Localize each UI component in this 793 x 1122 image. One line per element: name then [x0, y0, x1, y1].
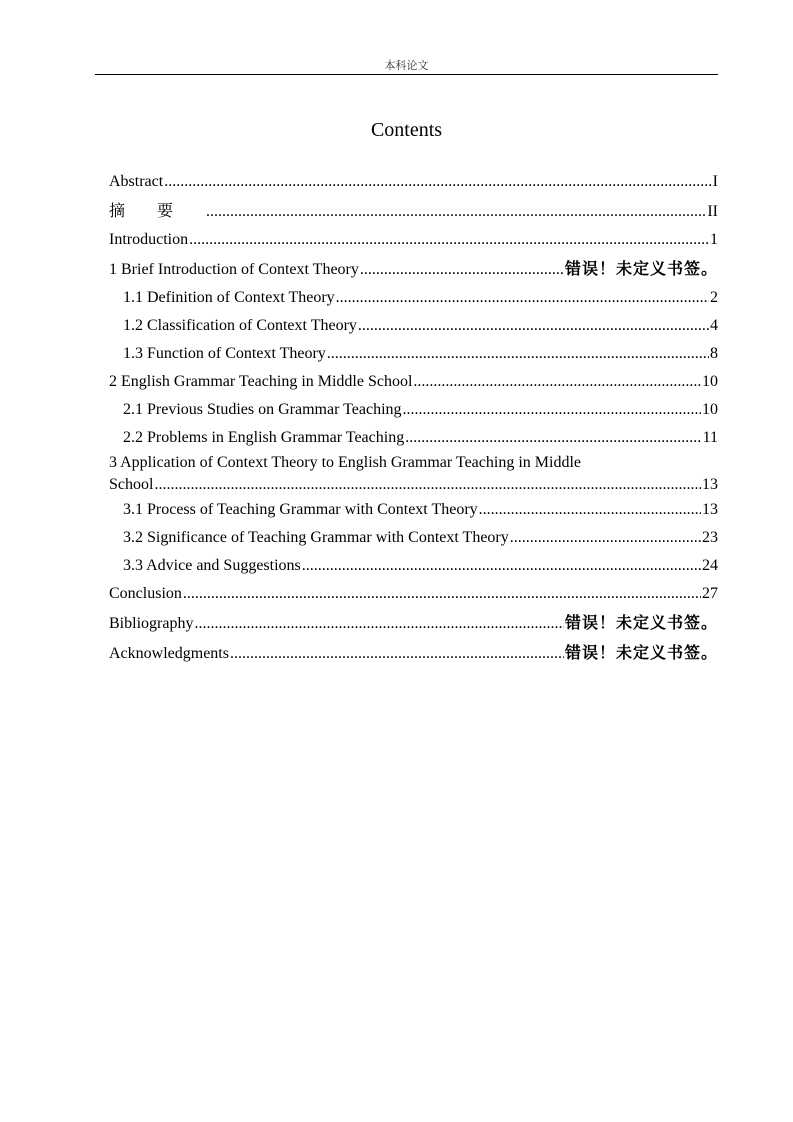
toc-page-number: 10: [702, 373, 718, 390]
toc-leader-dots: [360, 255, 564, 285]
table-of-contents: [109, 168, 718, 668]
toc-leader-dots: [510, 524, 701, 552]
toc-label: 1.1 Definition of Context Theory: [123, 289, 335, 306]
toc-page-number: I: [712, 173, 718, 190]
toc-label: 2 English Grammar Teaching in Middle School: [109, 373, 413, 390]
toc-label: Abstract: [109, 173, 164, 190]
toc-entry-conclusion[interactable]: [109, 580, 718, 608]
toc-leader-dots: [413, 368, 701, 396]
toc-entry-chapter-2[interactable]: [109, 368, 718, 396]
toc-page-error: 错误！未定义书签。: [564, 643, 718, 662]
page-title: Contents: [370, 119, 443, 141]
toc-leader-dots: [183, 580, 701, 608]
toc-entry-introduction[interactable]: [109, 226, 718, 254]
header-text: 本科论文: [384, 59, 429, 72]
toc-label-line-1: 3 Application of Context Theory to English Grammar Teaching in Middle: [109, 454, 581, 471]
toc-label: 2.1 Previous Studies on Grammar Teaching: [123, 401, 402, 418]
toc-label: 1 Brief Introduction of Context Theory: [109, 261, 359, 278]
toc-label: 3.3 Advice and Suggestions: [123, 557, 301, 574]
toc-page-number: 23: [702, 529, 718, 546]
toc-page-error: 错误！未定义书签。: [564, 613, 718, 632]
toc-label: Acknowledgments: [109, 645, 229, 662]
toc-page-number: 11: [702, 429, 718, 446]
toc-entry-section-3-3[interactable]: [109, 552, 718, 580]
toc-leader-dots: [230, 639, 564, 669]
toc-entry-section-1-1[interactable]: [109, 284, 718, 312]
toc-label: 3.2 Significance of Teaching Grammar with Context Theory: [123, 529, 509, 546]
toc-entry-chapter-3-line-2: [109, 474, 718, 496]
toc-page-number: 24: [702, 557, 718, 574]
toc-entry-acknowledgments[interactable]: [109, 638, 718, 668]
toc-page-number: II: [707, 203, 718, 220]
toc-entry-section-2-1[interactable]: [109, 396, 718, 424]
toc-leader-dots: [189, 226, 709, 254]
toc-label: Introduction: [109, 231, 189, 248]
toc-entry-abstract[interactable]: [109, 168, 718, 196]
toc-entry-chinese-abstract[interactable]: [109, 196, 718, 226]
toc-page-number: 10: [702, 401, 718, 418]
toc-label: School: [109, 476, 154, 493]
toc-page-number: 8: [710, 345, 718, 362]
toc-leader-dots: [336, 284, 709, 312]
toc-page-number: 13: [702, 501, 718, 518]
toc-label: Bibliography: [109, 615, 194, 632]
toc-label: 1.3 Function of Context Theory: [123, 345, 326, 362]
toc-leader-dots: [302, 552, 701, 580]
toc-label: Conclusion: [109, 585, 182, 602]
toc-leader-dots: [164, 168, 711, 196]
toc-leader-dots: [403, 396, 701, 424]
toc-label: 1.2 Classification of Context Theory: [123, 317, 357, 334]
toc-leader-dots: [405, 424, 701, 452]
toc-page-number: 13: [702, 476, 718, 493]
toc-label: 2.2 Problems in English Grammar Teaching: [123, 429, 405, 446]
toc-entry-section-3-1[interactable]: [109, 496, 718, 524]
toc-page-number: 27: [702, 585, 718, 602]
toc-page-number: 4: [710, 317, 718, 334]
toc-leader-dots: [154, 474, 701, 496]
toc-entry-chapter-1[interactable]: [109, 254, 718, 284]
toc-entry-section-2-2[interactable]: [109, 424, 718, 452]
toc-entry-section-1-2[interactable]: [109, 312, 718, 340]
page-header: [95, 55, 718, 75]
toc-leader-dots: [479, 496, 701, 524]
toc-page-number: 2: [710, 289, 718, 306]
toc-page-error: 错误！未定义书签。: [564, 259, 718, 278]
toc-entry-chapter-3[interactable]: [109, 452, 718, 496]
toc-leader-dots: [194, 609, 564, 639]
toc-entry-section-3-2[interactable]: [109, 524, 718, 552]
toc-leader-dots: [206, 197, 706, 227]
toc-label: 摘要: [109, 201, 206, 220]
toc-entry-section-1-3[interactable]: [109, 340, 718, 368]
toc-leader-dots: [327, 340, 709, 368]
toc-leader-dots: [358, 312, 709, 340]
toc-entry-bibliography[interactable]: [109, 608, 718, 638]
toc-page-number: 1: [710, 231, 718, 248]
toc-label: 3.1 Process of Teaching Grammar with Context Theory: [123, 501, 478, 518]
